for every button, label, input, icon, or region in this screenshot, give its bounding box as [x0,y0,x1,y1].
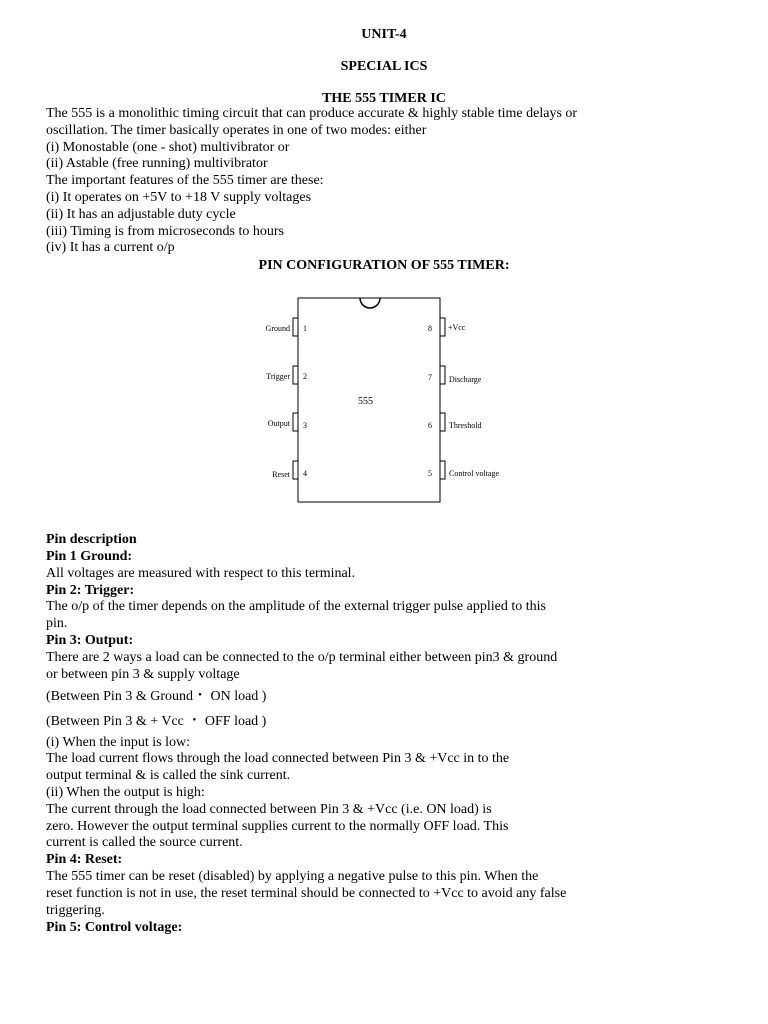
pin-stub [293,366,298,384]
pin2-text: The o/p of the timer depends on the amplitude of the external trigger pulse applied to this [46,599,546,614]
pin-name: Reset [272,470,290,479]
pin4-text: reset function is not in use, the reset terminal should be connected to +Vcc to avoid any false [46,886,567,901]
pin-stub [440,366,445,384]
pin-config-heading: PIN CONFIGURATION OF 555 TIMER: [258,258,510,273]
pin-name: Discharge [449,375,482,384]
pin3-detail: The current through the load connected between Pin 3 & +Vcc (i.e. ON load) is [46,802,492,817]
pin4-text: The 555 timer can be reset (disabled) by applying a negative pulse to this pin. When the [46,869,539,884]
pin-stub [440,413,445,431]
pin3-detail: zero. However the output terminal supplies current to the normally OFF load. This [46,819,509,834]
pin3-detail: The load current flows through the load connected between Pin 3 & +Vcc in to the [46,751,510,766]
pin-name: Output [267,419,290,428]
pin4-text: triggering. [46,903,105,918]
intro-line: (i) It operates on +5V to +18 V supply voltages [46,190,312,205]
chip-label: 555 [358,396,373,407]
pin1-heading: Pin 1 Ground: [46,549,133,564]
pin-number: 6 [428,421,432,430]
pin3-detail: (ii) When the output is high: [46,785,205,800]
ic-pin-diagram [250,290,520,530]
intro-line: (iv) It has a current o/p [46,240,175,255]
topic-title: THE 555 TIMER IC [322,91,446,106]
pin1-text: All voltages are measured with respect to this terminal. [46,566,356,581]
pin-stub [293,413,298,431]
pin3-case: (Between Pin 3 & + Vcc ・ OFF load ) [46,714,267,729]
pin2-heading: Pin 2: Trigger: [46,583,135,598]
intro-line: (i) Monostable (one - shot) multivibrator or [46,140,290,155]
pin-number: 5 [428,469,432,478]
pin-name: Control voltage [449,469,499,478]
pin4-heading: Pin 4: Reset: [46,852,123,867]
pin3-detail: current is called the source current. [46,835,243,850]
pin-name: Threshold [449,421,482,430]
pin-name: +Vcc [448,323,466,332]
pin-stub [440,318,445,336]
intro-line: (ii) Astable (free running) multivibrator [46,156,268,171]
pin-stub [293,318,298,336]
pin-number: 7 [428,373,432,382]
intro-line: The 555 is a monolithic timing circuit that can produce accurate & highly stable time delays or [46,106,578,121]
pin-stub [440,461,445,479]
pin-number: 8 [428,324,432,333]
pin2-text: pin. [46,616,68,631]
pin3-text: There are 2 ways a load can be connected to the o/p terminal either between pin3 & ground [46,650,558,665]
pin3-heading: Pin 3: Output: [46,633,134,648]
pin-number: 1 [303,324,307,333]
pin3-case: (Between Pin 3 & Ground・ ON load ) [46,689,267,704]
pin-name: Ground [265,324,290,333]
pin3-text: or between pin 3 & supply voltage [46,667,240,682]
intro-line: oscillation. The timer basically operates in one of two modes: either [46,123,427,138]
pin5-heading: Pin 5: Control voltage: [46,920,183,935]
pin3-detail: (i) When the input is low: [46,735,190,750]
pin-stub [293,461,298,479]
intro-line: The important features of the 555 timer are these: [46,173,324,188]
pin-number: 2 [303,372,307,381]
pin-name: Trigger [266,372,290,381]
pin-number: 4 [303,469,307,478]
intro-line: (ii) It has an adjustable duty cycle [46,207,236,222]
pin-number: 3 [303,421,307,430]
subject-title: SPECIAL ICS [340,59,428,74]
intro-line: (iii) Timing is from microseconds to hours [46,224,284,239]
ic-notch [360,298,380,308]
pin-description-heading: Pin description [46,532,137,547]
pin3-detail: output terminal & is called the sink current. [46,768,291,783]
unit-title: UNIT-4 [361,27,407,42]
